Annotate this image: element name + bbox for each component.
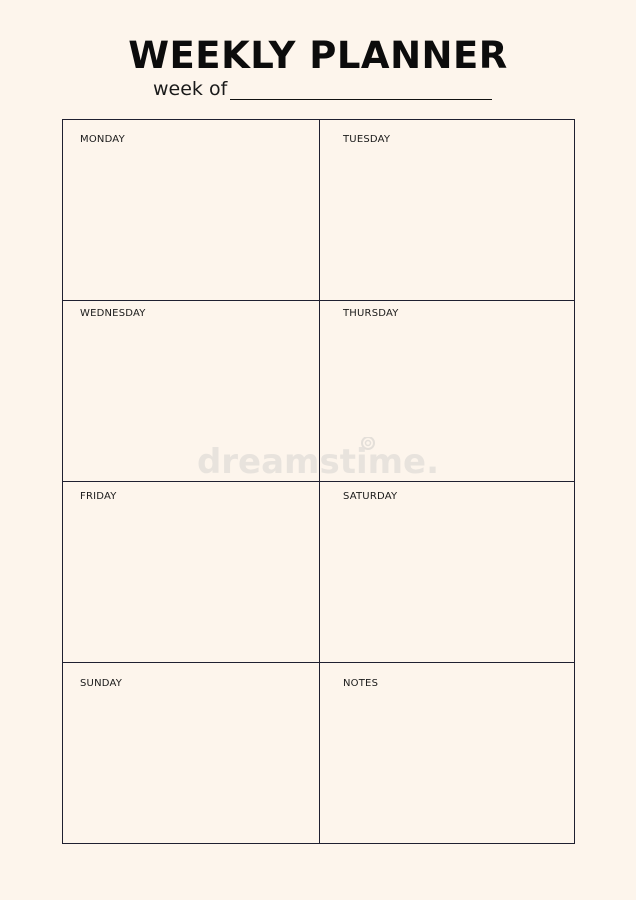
- watermark-text: dreamstime.: [196, 442, 440, 481]
- grid-row-divider: [63, 662, 574, 663]
- page-title: WEEKLY PLANNER: [128, 34, 508, 77]
- cell-label-sunday: SUNDAY: [80, 678, 123, 689]
- cell-label-saturday: SATURDAY: [343, 491, 398, 502]
- cell-label-thursday: THURSDAY: [343, 308, 399, 319]
- cell-label-notes: NOTES: [343, 678, 379, 689]
- cell-label-wednesday: WEDNESDAY: [80, 308, 146, 319]
- grid-row-divider: [63, 481, 574, 482]
- cell-label-tuesday: TUESDAY: [343, 134, 391, 145]
- cell-label-friday: FRIDAY: [80, 491, 117, 502]
- cell-label-monday: MONDAY: [80, 134, 125, 145]
- planner-grid: [62, 119, 575, 844]
- week-of-label: week of: [153, 78, 228, 100]
- grid-row-divider: [63, 300, 574, 301]
- week-of-input-line[interactable]: [230, 99, 492, 100]
